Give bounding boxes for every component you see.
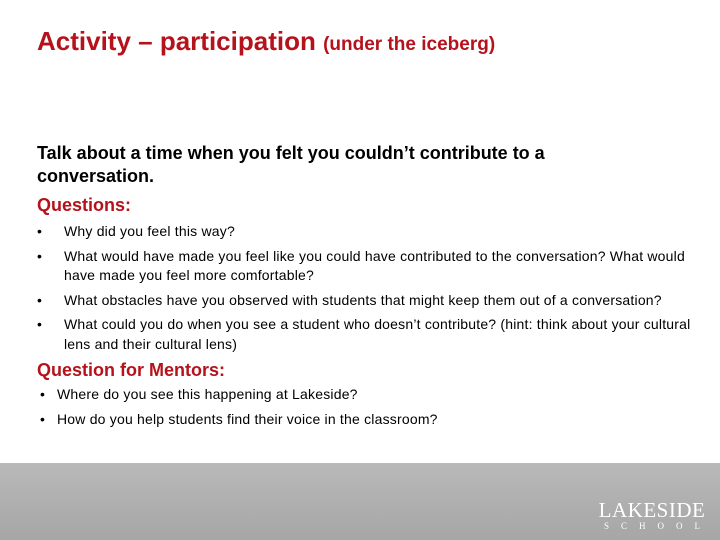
logo-word: LAKESIDE xyxy=(598,498,706,522)
questions-list xyxy=(37,222,697,354)
mentors-heading: Question for Mentors: xyxy=(37,360,225,380)
title-subtitle: (under the iceberg) xyxy=(323,34,496,55)
question-text: What obstacles have you observed with students that might keep them out of a conversation? xyxy=(64,291,662,308)
bullet: • xyxy=(40,411,46,427)
lakeside-logo xyxy=(596,498,712,532)
slide-title xyxy=(37,26,495,57)
question-text: What would have made you feel like you could have contributed to the conversation? What would have made you feel more comfortable? xyxy=(64,247,685,283)
logo-subword: SCHOOL xyxy=(603,521,712,531)
bullet: • xyxy=(37,247,43,264)
mentor-question-text: How do you help students find their voice in the classroom? xyxy=(57,411,438,427)
mentor-question-text: Where do you see this happening at Lakeside? xyxy=(57,386,358,402)
list-item xyxy=(37,247,697,286)
question-text: What could you do when you see a student who doesn’t contribute? (hint: think about your cultural lens and their cultural lens) xyxy=(64,316,691,352)
title-main: Activity – participation xyxy=(37,26,324,56)
list-item xyxy=(37,222,697,242)
questions-heading: Questions: xyxy=(37,195,132,215)
list-item xyxy=(37,291,697,311)
bullet: • xyxy=(37,223,43,239)
bullet: • xyxy=(37,316,43,332)
bullet: • xyxy=(40,386,46,402)
list-item xyxy=(37,315,697,354)
bullet: • xyxy=(37,291,43,308)
question-text: Why did you feel this way? xyxy=(64,223,235,239)
mentors-list xyxy=(37,385,697,429)
slide-content xyxy=(37,142,697,435)
list-item xyxy=(37,410,697,429)
discussion-prompt: Talk about a time when you felt you couldn’t contribute to a conversation. xyxy=(37,143,545,186)
list-item xyxy=(37,385,697,404)
